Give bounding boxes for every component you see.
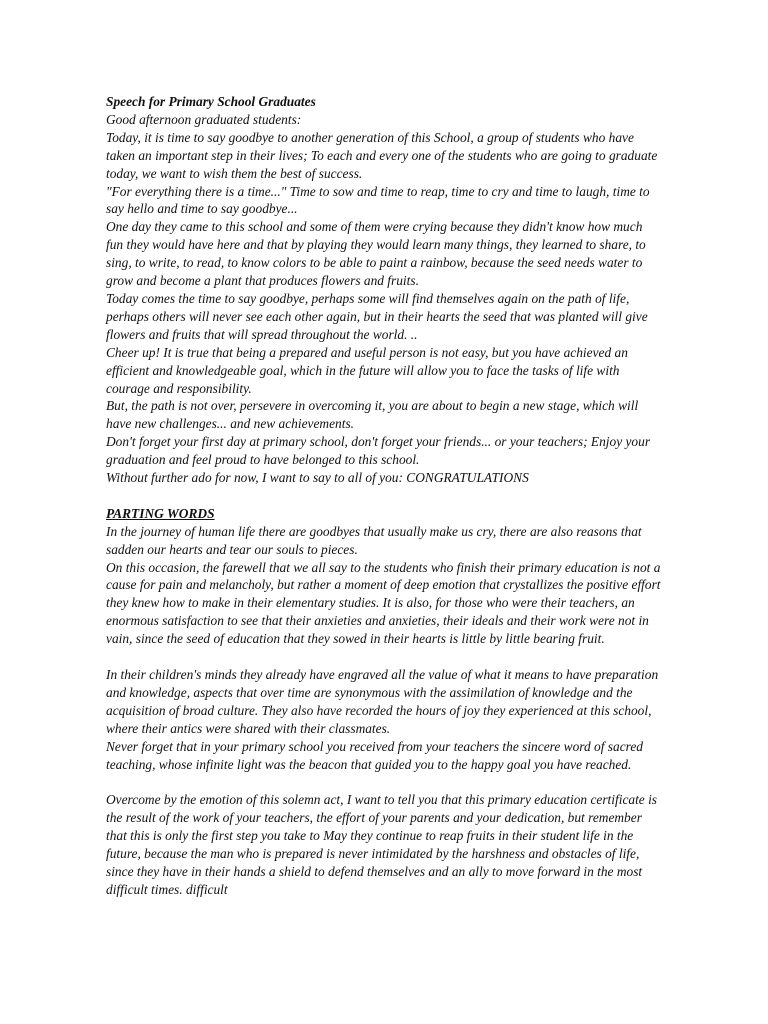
speech-paragraph: Good afternoon graduated students: <box>106 111 302 127</box>
speech-paragraph: Don't forget your first day at primary school, don't forget your friends... or your teachers; Enjoy your graduation and feel proud to have belonged to this school. <box>106 434 651 468</box>
parting-words-heading: PARTING WORDS <box>106 505 215 521</box>
speech-paragraph: Cheer up! It is true that being a prepared and useful person is not easy, but you have achieved an efficient and knowledgeable goal, which in the future will allow you to face the tasks of life with courage and responsibility. <box>106 344 628 396</box>
parting-paragraph: Overcome by the emotion of this solemn act, I want to tell you that this primary education certificate is the result of the work of your teachers, the effort of your parents and your dedication, but remember that this is only the first step you take to May they continue to reap fruits in their student life in the future, because the man who is prepared is never intimidated by the harshness and obstacles of life, since they have in their hands a shield to defend themselves and an ally to move forward in the most difficult times. difficult <box>106 792 658 897</box>
speech-paragraph: Today comes the time to say goodbye, perhaps some will find themselves again on the path of life, perhaps others will never see each other again, but in their hearts the seed that was planted will give flowers and fruits that will spread throughout the world. .. <box>106 290 648 342</box>
parting-paragraph: On this occasion, the farewell that we all say to the students who finish their primary education is not a cause for pain and melancholy, but rather a moment of deep emotion that crystallizes the positive effort they knew how to make in their elementary studies. It is also, for those who were their teachers, an enormous satisfaction to see that their anxieties and anxieties, their ideals and their work were not in vain, since the seed of education that they sowed in their hearts is little by little bearing fruit. <box>106 559 661 647</box>
document-page <box>106 93 662 899</box>
parting-paragraph: In their children's minds they already have engraved all the value of what it means to have preparation and knowledge, aspects that over time are synonymous with the assimilation of knowledge and the acquisition of broad culture. They also have recorded the hours of joy they experienced at this school, where their antics were shared with their classmates. <box>106 666 659 736</box>
paragraph-spacer <box>106 773 662 791</box>
speech-paragraph: One day they came to this school and some of them were crying because they didn't know how much fun they would have here and that by playing they would learn many things, they learned to share, to sing, to write, to read, to know colors to be able to paint a rainbow, because the seed needs water to grow and become a plant that produces flowers and fruits. <box>106 219 646 289</box>
paragraph-spacer <box>106 648 662 666</box>
speech-paragraph: "For everything there is a time..." Time to sow and time to reap, time to cry and time to laugh, time to say hello and time to say goodbye... <box>106 183 650 217</box>
parting-paragraph: In the journey of human life there are goodbyes that usually make us cry, there are also reasons that sadden our hearts and tear our souls to pieces. <box>106 523 642 557</box>
parting-paragraph: Never forget that in your primary school you received from your teachers the sincere word of sacred teaching, whose infinite light was the beacon that guided you to the happy goal you have reached. <box>106 738 643 772</box>
speech-paragraph: Today, it is time to say goodbye to another generation of this School, a group of students who have taken an important step in their lives; To each and every one of the students who are going to graduate today, we want to wish them the best of success. <box>106 129 658 181</box>
speech-paragraph: Without further ado for now, I want to say to all of you: CONGRATULATIONS <box>106 470 529 486</box>
speech-title: Speech for Primary School Graduates <box>106 94 316 109</box>
speech-paragraph: But, the path is not over, persevere in overcoming it, you are about to begin a new stage, which will have new challenges... and new achievements. <box>106 398 639 432</box>
section-spacer <box>106 487 662 505</box>
